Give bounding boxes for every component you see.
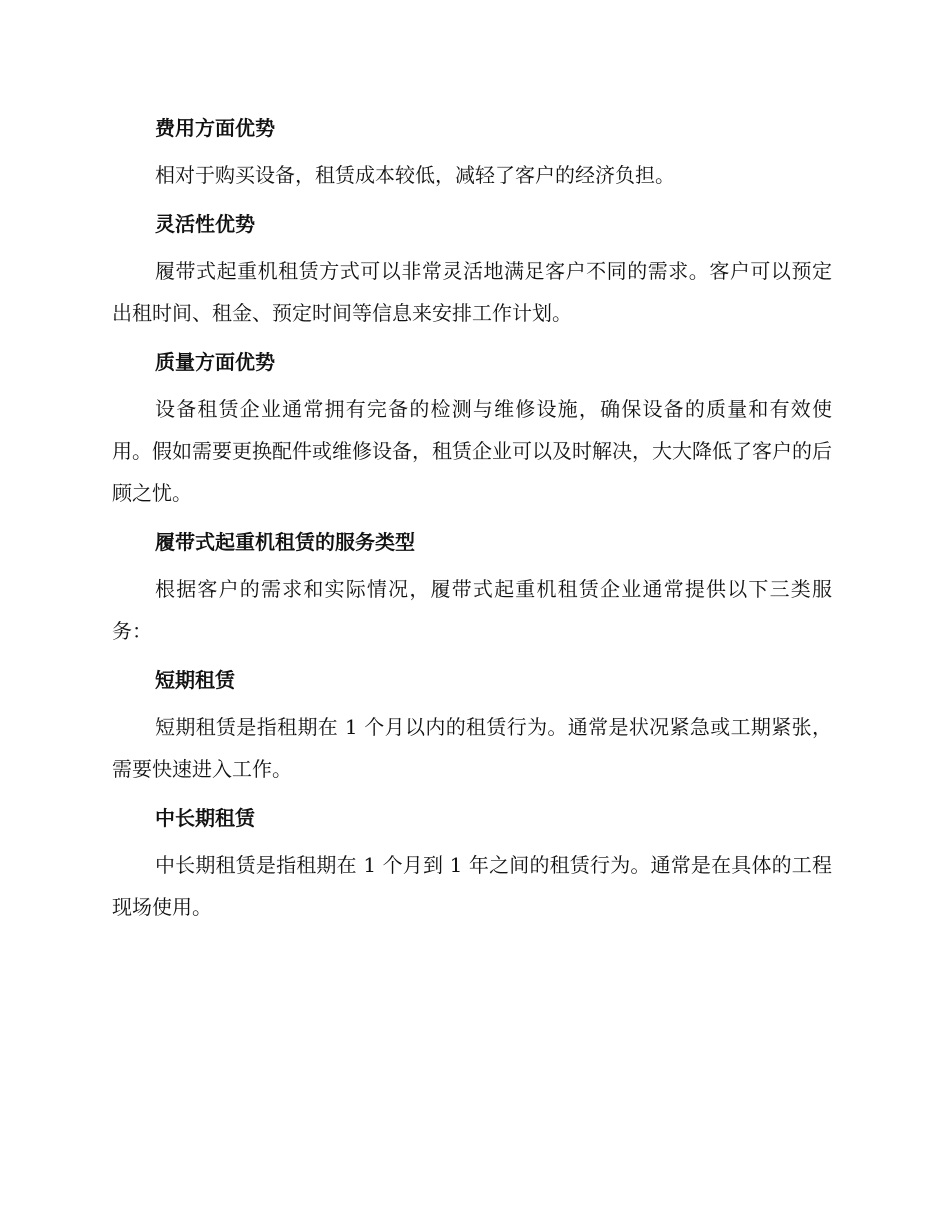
section-mid-long-term-rental	[112, 798, 832, 928]
section-paragraph: 根据客户的需求和实际情况，履带式起重机租赁企业通常提供以下三类服务：	[112, 577, 832, 643]
section-paragraph: 相对于购买设备，租赁成本较低，减轻了客户的经济负担。	[155, 163, 675, 187]
document-body	[112, 108, 832, 936]
section-heading: 履带式起重机租赁的服务类型	[155, 530, 415, 554]
section-quality-advantage	[112, 342, 832, 514]
section-heading: 灵活性优势	[155, 212, 255, 236]
section-heading: 质量方面优势	[155, 350, 275, 374]
section-flexibility-advantage	[112, 204, 832, 334]
section-service-types	[112, 522, 832, 652]
section-heading: 短期租赁	[155, 668, 235, 692]
section-heading: 费用方面优势	[155, 116, 275, 140]
section-paragraph: 中长期租赁是指租期在 1 个月到 1 年之间的租赁行为。通常是在具体的工程现场使用。	[112, 853, 832, 919]
section-paragraph: 设备租赁企业通常拥有完备的检测与维修设施，确保设备的质量和有效使用。假如需要更换配件或维修设备，租赁企业可以及时解决，大大降低了客户的后顾之忧。	[112, 397, 832, 505]
section-heading: 中长期租赁	[155, 806, 255, 830]
section-cost-advantage	[112, 108, 832, 196]
section-paragraph: 履带式起重机租赁方式可以非常灵活地满足客户不同的需求。客户可以预定出租时间、租金、预定时间等信息来安排工作计划。	[112, 259, 832, 325]
section-paragraph: 短期租赁是指租期在 1 个月以内的租赁行为。通常是状况紧急或工期紧张，需要快速进入工作。	[112, 715, 832, 781]
section-short-term-rental	[112, 660, 832, 790]
